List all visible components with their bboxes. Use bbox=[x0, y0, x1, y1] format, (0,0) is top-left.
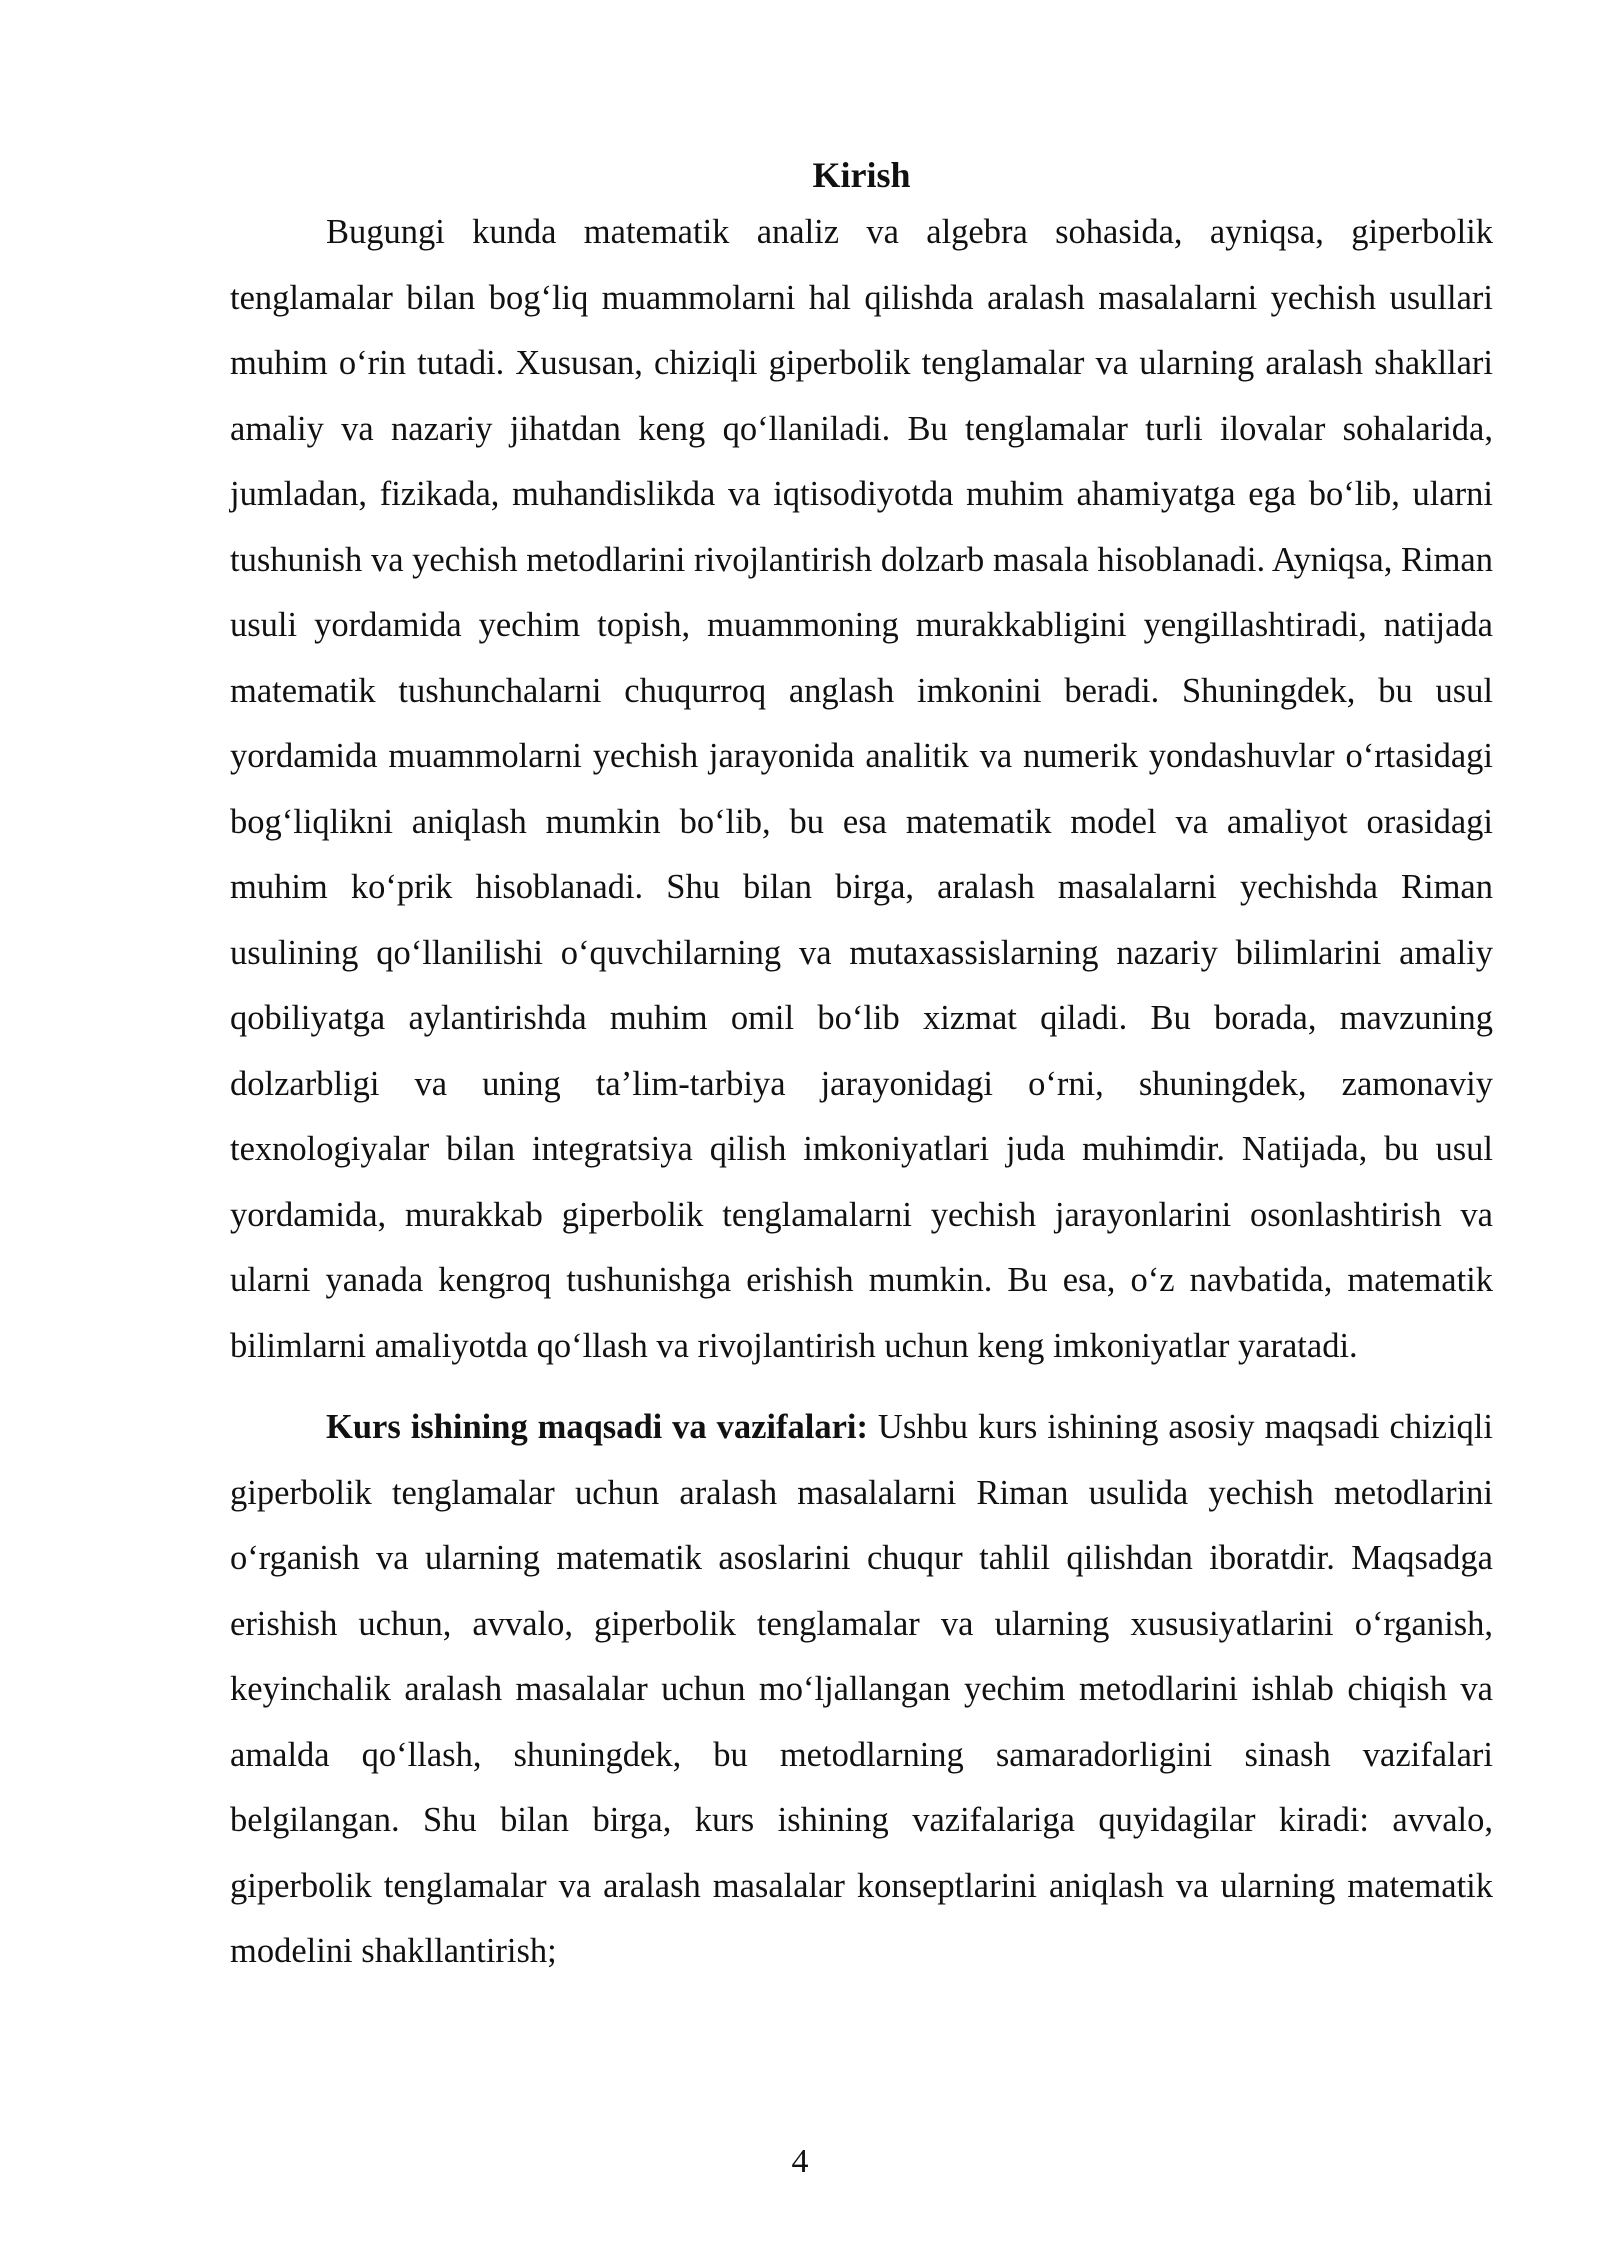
intro-paragraph bbox=[230, 200, 1493, 1379]
paragraph-text: Ushbu kurs ishining asosiy maqsadi chiziqli giperbolik tenglamalar uchun aralash masalalarni Riman usulida yechish metodlarini o‘rganish va ularning matematik asoslarini chuqur tahlil qilishdan iboratdir. Maqsadga erishish uchun, avvalo, giperbolik tenglamalar va ularning xususiyatlarini o‘rganish, keyinchalik aralash masalalar uchun mo‘ljallangan yechim metodlarini ishlab chiqish va amalda qo‘llash, shuningdek, bu metodlarning samaradorligini sinash vazifalari belgilangan. Shu bilan birga, kurs ishining vazifalariga quyidagilar kiradi: avvalo, giperbolik tenglamalar va aralash masalalar konseptlarini aniqlash va ularning matematik modelini shakllantirish; bbox=[230, 1408, 1493, 1970]
paragraph-text: Bugungi kunda matematik analiz va algebra sohasida, ayniqsa, giperbolik tenglamalar bilan bog‘liq muammolarni hal qilishda aralash masalalarni yechish usullari muhim o‘rin tutadi. Xususan, chiziqli giperbolik tenglamalar va ularning aralash shakllari amaliy va nazariy jihatdan keng qo‘llaniladi. Bu tenglamalar turli ilovalar sohalarida, jumladan, fizikada, muhandislikda va iqtisodiyotda muhim ahamiyatga ega bo‘lib, ularni tushunish va yechish metodlarini rivojlantirish dolzarb masala hisoblanadi. Ayniqsa, Riman usuli yordamida yechim topish, muammoning murakkabligini yengillashtiradi, natijada matematik tushunchalarni chuqurroq anglash imkonini beradi. Shuningdek, bu usul yordamida muammolarni yechish jarayonida analitik va numerik yondashuvlar o‘rtasidagi bog‘liqlikni aniqlash mumkin bo‘lib, bu esa matematik model va amaliyot orasidagi muhim ko‘prik hisoblanadi. Shu bilan birga, aralash masalalarni yechishda Riman usulining qo‘llanilishi o‘quvchilarning va mutaxassislarning nazariy bilimlarini amaliy qobiliyatga aylantirishda muhim omil bo‘lib xizmat qiladi. Bu borada, mavzuning dolzarbligi va uning ta’lim-tarbiya jarayonidagi o‘rni, shuningdek, zamonaviy texnologiyalar bilan integratsiya qilish imkoniyatlari juda muhimdir. Natijada, bu usul yordamida, murakkab giperbolik tenglamalarni yechish jarayonlarini osonlashtirish va ularni yanada kengroq tushunishga erishish mumkin. Bu esa, o‘z navbatida, matematik bilimlarni amaliyotda qo‘llash va rivojlantirish uchun keng imkoniyatlar yaratadi. bbox=[230, 213, 1493, 1365]
page-number: 4 bbox=[791, 2143, 809, 2180]
goals-paragraph bbox=[230, 1395, 1493, 1985]
paragraph-lead: Kurs ishining maqsadi va vazifalari: bbox=[326, 1408, 868, 1446]
document-page bbox=[230, 150, 1493, 1985]
section-heading: Kirish bbox=[812, 155, 911, 195]
